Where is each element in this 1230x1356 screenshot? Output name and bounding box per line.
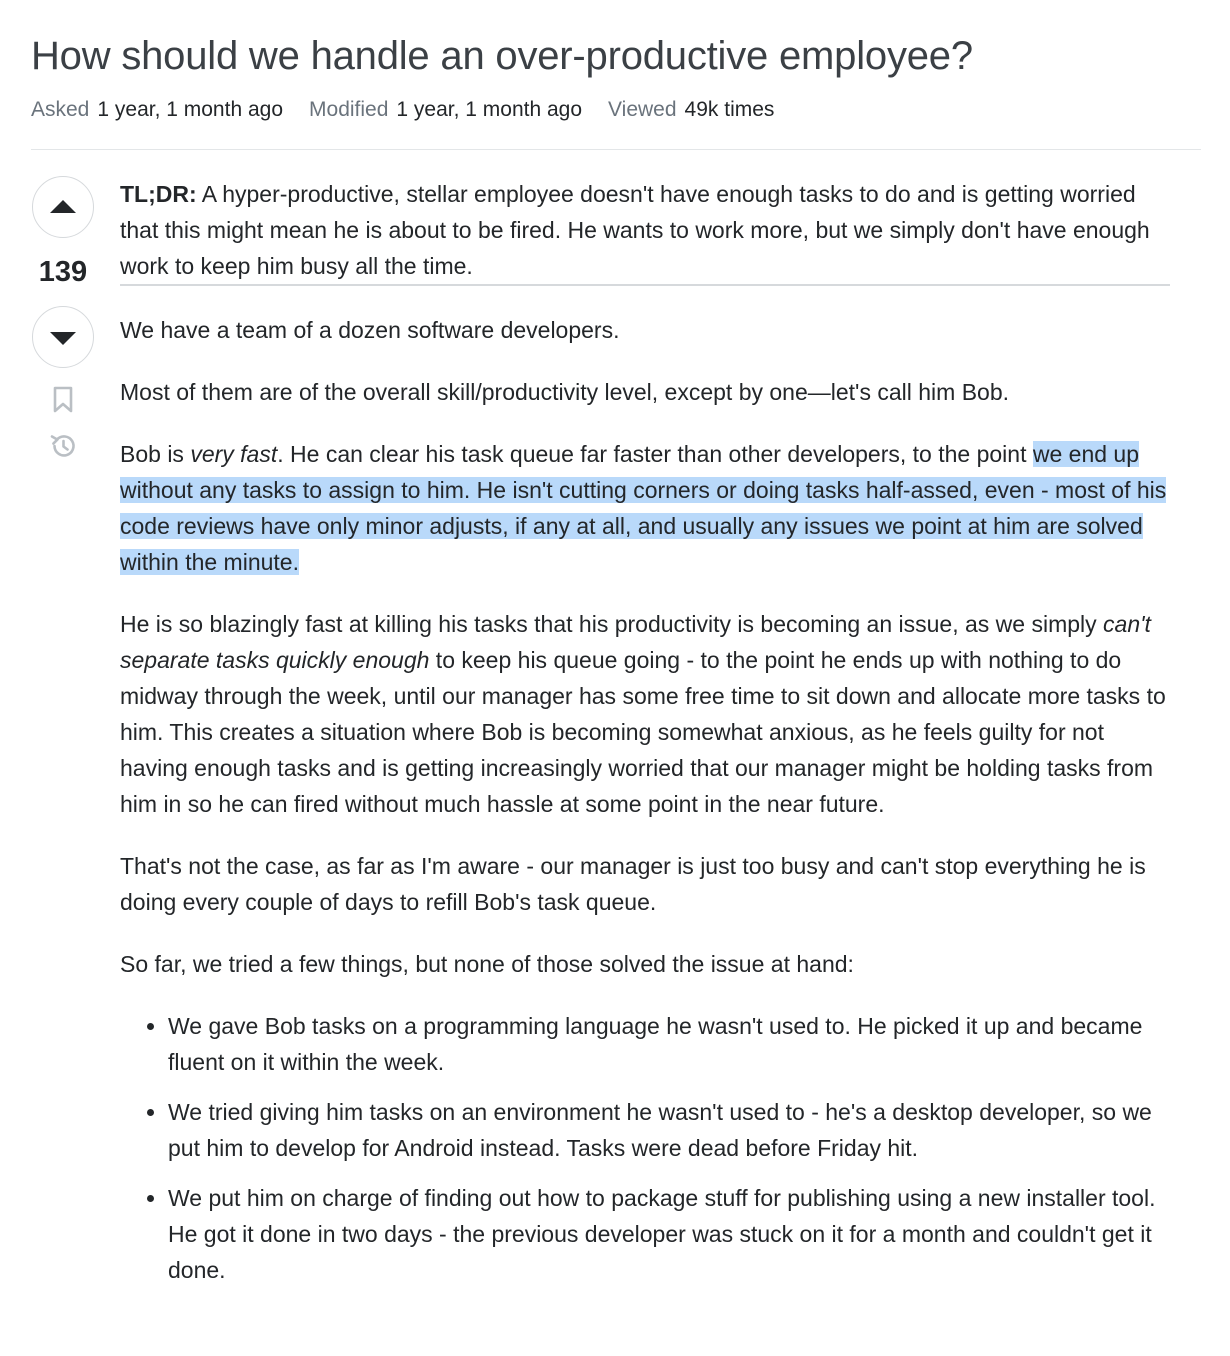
selected-text-highlight: we end up without any tasks to assign to him. He isn't cutting corners or doing tasks half-assed, even - most of his code reviews have only minor adjusts, if any at all, and usually any issues we point at him are solved within the minute. (120, 441, 1167, 575)
p4-text-b: to keep his queue going - to the point he ends up with nothing to do midway through the week, until our manager has some free time to sit down and allocate more tasks to him. This creates a situation where Bob is becoming somewhat anxious, as he feels guilty for not having enough tasks and is getting increasingly worried that our manager might be holding tasks from him in so he can fired without much hassle at some point in the near future. (120, 647, 1166, 817)
modified-label: Modified (309, 98, 389, 121)
vote-count: 139 (38, 256, 88, 288)
downvote-arrow-icon (50, 332, 76, 345)
tldr-text: A hyper-productive, stellar employee doesn't have enough tasks to do and is getting worried that this might mean he is about to be fired. He wants to work more, but we simply don't have enough work to keep him busy all the time. (120, 181, 1150, 279)
list-item: We tried giving him tasks on an environment he wasn't used to - he's a desktop developer, so we put him to develop for Android instead. Tasks were dead before Friday hit. (168, 1094, 1172, 1166)
body-paragraph-5: That's not the case, as far as I'm aware - our manager is just too busy and can't stop everything he is doing every couple of days to refill Bob's task queue. (120, 853, 1146, 915)
p3-text-b: . He can clear his task queue far faster than other developers, to the point (277, 441, 1033, 467)
p4-text-a: He is so blazingly fast at killing his tasks that his productivity is becoming an issue, as we simply (120, 611, 1104, 637)
bookmark-button[interactable] (48, 382, 78, 418)
viewed-info (608, 96, 774, 124)
list-item: We gave Bob tasks on a programming language he wasn't used to. He picked it up and became fluent on it within the week. (168, 1008, 1172, 1080)
question-body (120, 176, 1172, 1302)
question-meta (31, 96, 774, 124)
header-divider (31, 149, 1201, 150)
tldr-label: TL;DR: (120, 181, 197, 207)
list-item: We put him on charge of finding out how to package stuff for publishing using a new installer tool. He got it done in two days - the previous developer was stuck on it for a month and couldn't get it done. (168, 1180, 1172, 1288)
body-divider (120, 284, 1170, 286)
p3-emphasis: very fast (190, 441, 278, 467)
p3-text-a: Bob is (120, 441, 191, 467)
bookmark-icon (52, 386, 74, 414)
downvote-button[interactable] (32, 306, 94, 368)
asked-info (31, 96, 283, 124)
vote-column (31, 176, 95, 464)
viewed-value: 49k times (684, 98, 775, 121)
history-icon (48, 431, 78, 461)
body-paragraph-1: We have a team of a dozen software developers. (120, 317, 620, 343)
tldr-paragraph (120, 176, 1172, 284)
body-paragraph-4 (120, 606, 1172, 822)
modified-value[interactable]: 1 year, 1 month ago (396, 98, 583, 121)
upvote-arrow-icon (50, 200, 76, 213)
asked-value[interactable]: 1 year, 1 month ago (97, 98, 284, 121)
upvote-button[interactable] (32, 176, 94, 238)
p4-emphasis: can't separate tasks quickly enough (120, 611, 1151, 673)
history-button[interactable] (48, 428, 78, 464)
attempts-list (120, 1008, 1172, 1288)
question-title[interactable]: How should we handle an over-productive employee? (31, 34, 973, 78)
body-paragraph-3 (120, 436, 1172, 580)
viewed-label: Viewed (608, 98, 677, 121)
asked-label: Asked (31, 98, 90, 121)
modified-info (309, 96, 582, 124)
body-paragraph-2: Most of them are of the overall skill/productivity level, except by one—let's call him Bob. (120, 379, 1010, 405)
body-paragraph-6: So far, we tried a few things, but none of those solved the issue at hand: (120, 951, 854, 977)
